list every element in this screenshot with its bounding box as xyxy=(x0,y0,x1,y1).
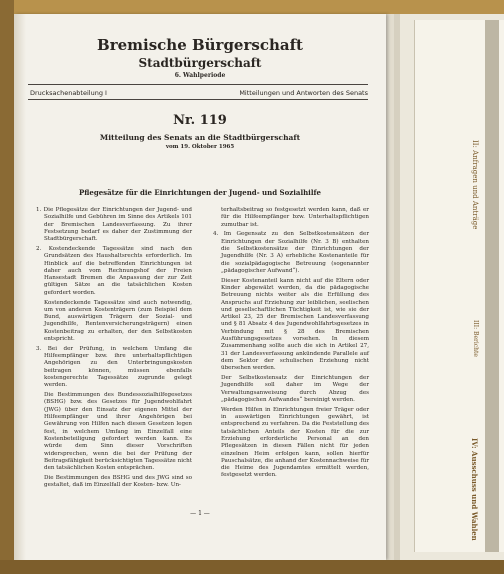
election-period: 6. Wahlperiode xyxy=(174,72,226,79)
section-title: Pflegesätze für die Einrichtungen der Jugend- und Sozialhilfe xyxy=(79,188,321,197)
paragraph: Die Bestimmungen des BSHG und des JWG sind so gestaltet, daß im Einzelfall der Kosten- bzw. Un- xyxy=(44,474,192,489)
tab-label-bottom: IV: Ausschuss und Wahlen xyxy=(470,438,479,541)
divider-tab xyxy=(414,20,504,552)
right-column xyxy=(213,207,369,482)
paragraph: 1. Die Pflegesätze der Einrichtungen der Jugend- und Sozialhilfe und Gebühren im Sinne des Artikels 101 der Bremischen Landesverfassung. Zu ihrer Festsetzung bedarf es daher der Zustimmung der Stadtbürgerschaft. xyxy=(36,207,192,243)
document-title: Mitteilung des Senats an die Stadtbürgerschaft xyxy=(99,133,301,142)
tab-label-top: II: Anfragen und Anträge xyxy=(471,140,479,230)
paragraph: 4. Im Gegensatz zu den Selbstkostensätzen der Einrichtungen der Sozialhilfe (Nr. 3 B) enthalten die Selbstkostensätze der Einrichtungen der Jugendhilfe (Nr. 3 A) erhebliche Kostenanteile für die sozialpädagogische Betreuung (sogenannter „pädagogischer Aufwand“). xyxy=(213,231,369,274)
paragraph: Die Bestimmungen des Bundessozialhilfegesetzes (BSHG) bzw. des Gesetzes für Jugendwohlfahrt (JWG) über den Einsatz der eigenen Mittel der Hilfeempfänger und ihrer Angehörigen bei Gewährung von Hilfen nach diesen Gesetzen legen fest, in welchem Umfang im Einzelfall eine Kostenbeteiligung gefordert werden kann. Es würde dem Sinn dieser Vorschriften widersprechen, wenn die bei der Prüfung der Beitragsfähigkeit berücksichtigten Tagessätze nicht den tatsächlichen Kosten entsprächen. xyxy=(44,392,192,472)
header-rule-top xyxy=(28,84,368,85)
publication-type: Mitteilungen und Antworten des Senats xyxy=(239,89,368,97)
tab-label-mid: III: Berichte xyxy=(472,320,479,357)
header-rule-bottom xyxy=(28,99,368,100)
paragraph: Kostendeckende Tagessätze sind auch notwendig, um von anderen Kostenträgern (zum Beispiel dem Bund, auswärtigen Trägern der Sozial- und Jugendhilfe, Rentenversicherungsträgern) einen Kostenbeitrag zu erhalten, der den Selbstkosten entspricht. xyxy=(44,299,192,343)
paragraph: terhaltsbeitrag so festgesetzt werden kann, daß er für die Hilfeempfänger bzw. Unterhaltspflichtigen zumutbar ist. xyxy=(221,207,369,228)
binder-left-edge xyxy=(0,0,14,574)
document-date: vom 19. Oktober 1965 xyxy=(165,144,235,150)
binder-bottom-edge xyxy=(0,560,504,574)
paragraph: Dieser Kostenanteil kann nicht auf die Eltern oder Kinder abgewälzt werden, da die pädagogische Betreuung nichts weiter als die Erfüllung des Anspruchs auf Erziehung zur leiblichen, seelischen und gesellschaftlichen Tüchtigkeit ist, wie sie der Artikel 23, 25 der Bremischen Landesverfassung und § 81 Absatz 4 des Jugendwohlfahrtsgesetzes in Verbindung mit § 28 des Bremischen Ausführungsgesetzes vorsehen. In diesem Zusammenhang sollte auch die sich in Artikel 27, 31 der Landesverfassung ankündende Parallele auf dem Sektor der schulischen Erziehung nicht übersehen werden. xyxy=(221,277,369,372)
paragraph: Der Selbstkostensatz der Einrichtungen der Jugendhilfe soll daher im Wege der Verwaltungsanweisung durch Abzug des „pädagogischen Aufwandes“ bereinigt werden. xyxy=(221,375,369,403)
parliament-title: Bremische Bürgerschaft xyxy=(97,36,303,54)
document-number: Nr. 119 xyxy=(173,113,227,128)
tab-stripe xyxy=(485,20,499,552)
paragraph: Werden Hilfen in Einrichtungen freier Träger oder in auswärtigen Einrichtungen gewährt, ist entsprechend zu verfahren. Da die Feststellung des tatsächlichen Anteils der Kosten für die zur Erziehung erforderliche Personal an den Pflegesätzen in diesen Fällen nicht für jeden einzelnen Heim erfolgen kann, sollen hierfür Pauschalsätze, die anhand der Kostennachweise für die Heime des Jugendamtes ermittelt werden, festgesetzt werden. xyxy=(221,406,369,479)
paragraph: 3. Bei der Prüfung, in welchem Umfang die Hilfeempfänger bzw. ihre unterhaltspflichtigen Angehörigen zu den Unterbringungskosten beitragen können, müssen ebenfalls kostengerechte Tagessätze zugrunde gelegt werden. xyxy=(36,345,192,389)
page-number: — 1 — xyxy=(190,510,210,517)
paragraph: 2. Kostendeckende Tagessätze sind nach den Grundsätzen des Haushaltsrechts erforderlich. Im Hinblick auf die betreffenden Einrichtungen ist daher auch vom Rechnungshof der Freien Hansestadt Bremen die Anpassung der zur Zeit gültigen Sätze an die tatsächlichen Kosten gefordert worden. xyxy=(36,245,192,296)
binder-top-edge xyxy=(0,0,504,14)
left-column xyxy=(36,207,192,492)
department-label: Drucksachenabteilung I xyxy=(30,89,107,97)
parliament-subtitle: Stadtbürgerschaft xyxy=(138,56,262,70)
page-gutter xyxy=(14,14,26,560)
